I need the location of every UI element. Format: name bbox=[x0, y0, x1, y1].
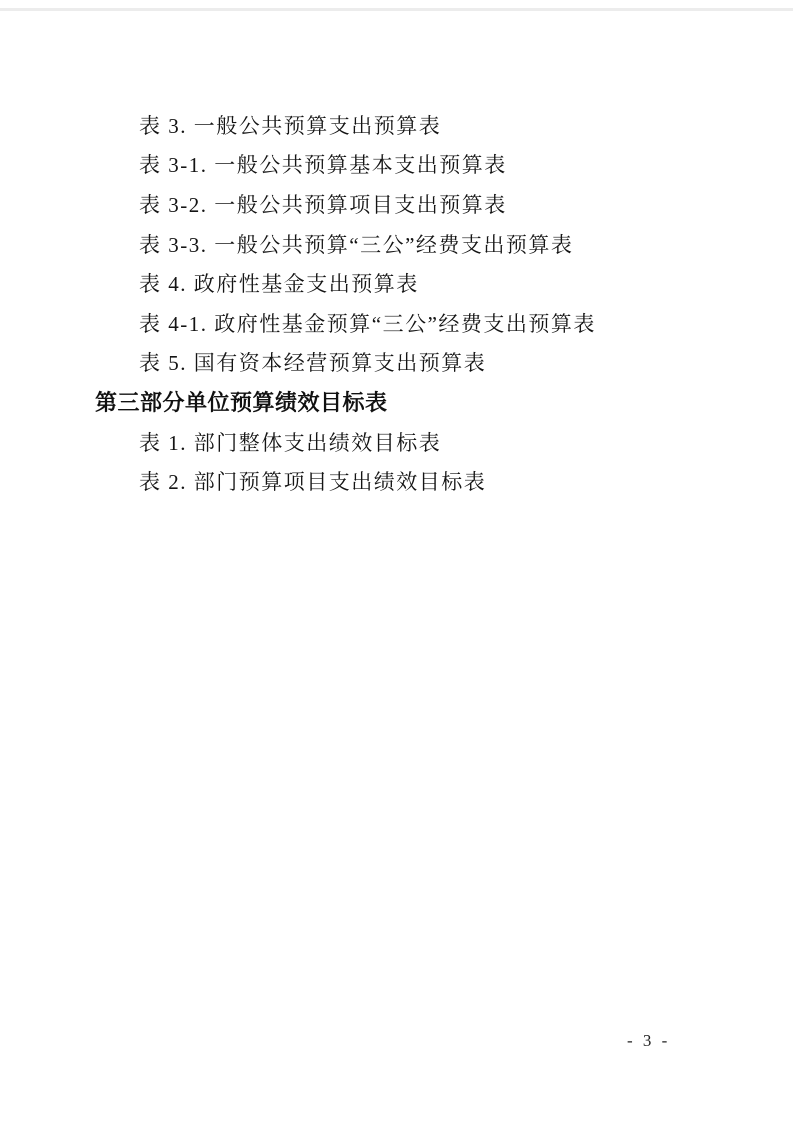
section-heading-part3: 第三部分单位预算绩效目标表 bbox=[95, 390, 388, 416]
toc-entry-table-5: 表 5. 国有资本经营预算支出预算表 bbox=[139, 351, 487, 376]
toc-entry-table-4: 表 4. 政府性基金支出预算表 bbox=[139, 272, 419, 297]
toc-entry-table-3-2: 表 3-2. 一般公共预算项目支出预算表 bbox=[139, 192, 507, 217]
toc-entry-table-4-1: 表 4-1. 政府性基金预算“三公”经费支出预算表 bbox=[139, 311, 596, 336]
scan-artifact-line bbox=[0, 8, 793, 11]
toc-entry-table-2: 表 2. 部门预算项目支出绩效目标表 bbox=[139, 470, 487, 495]
toc-entry-table-1: 表 1. 部门整体支出绩效目标表 bbox=[139, 430, 442, 455]
toc-entry-table-3: 表 3. 一般公共预算支出预算表 bbox=[139, 113, 442, 138]
table-of-contents bbox=[0, 105, 793, 501]
page-number: - 3 - bbox=[627, 1031, 671, 1050]
toc-entry-table-3-3: 表 3-3. 一般公共预算“三公”经费支出预算表 bbox=[139, 232, 574, 257]
toc-entry-table-3-1: 表 3-1. 一般公共预算基本支出预算表 bbox=[139, 153, 507, 178]
